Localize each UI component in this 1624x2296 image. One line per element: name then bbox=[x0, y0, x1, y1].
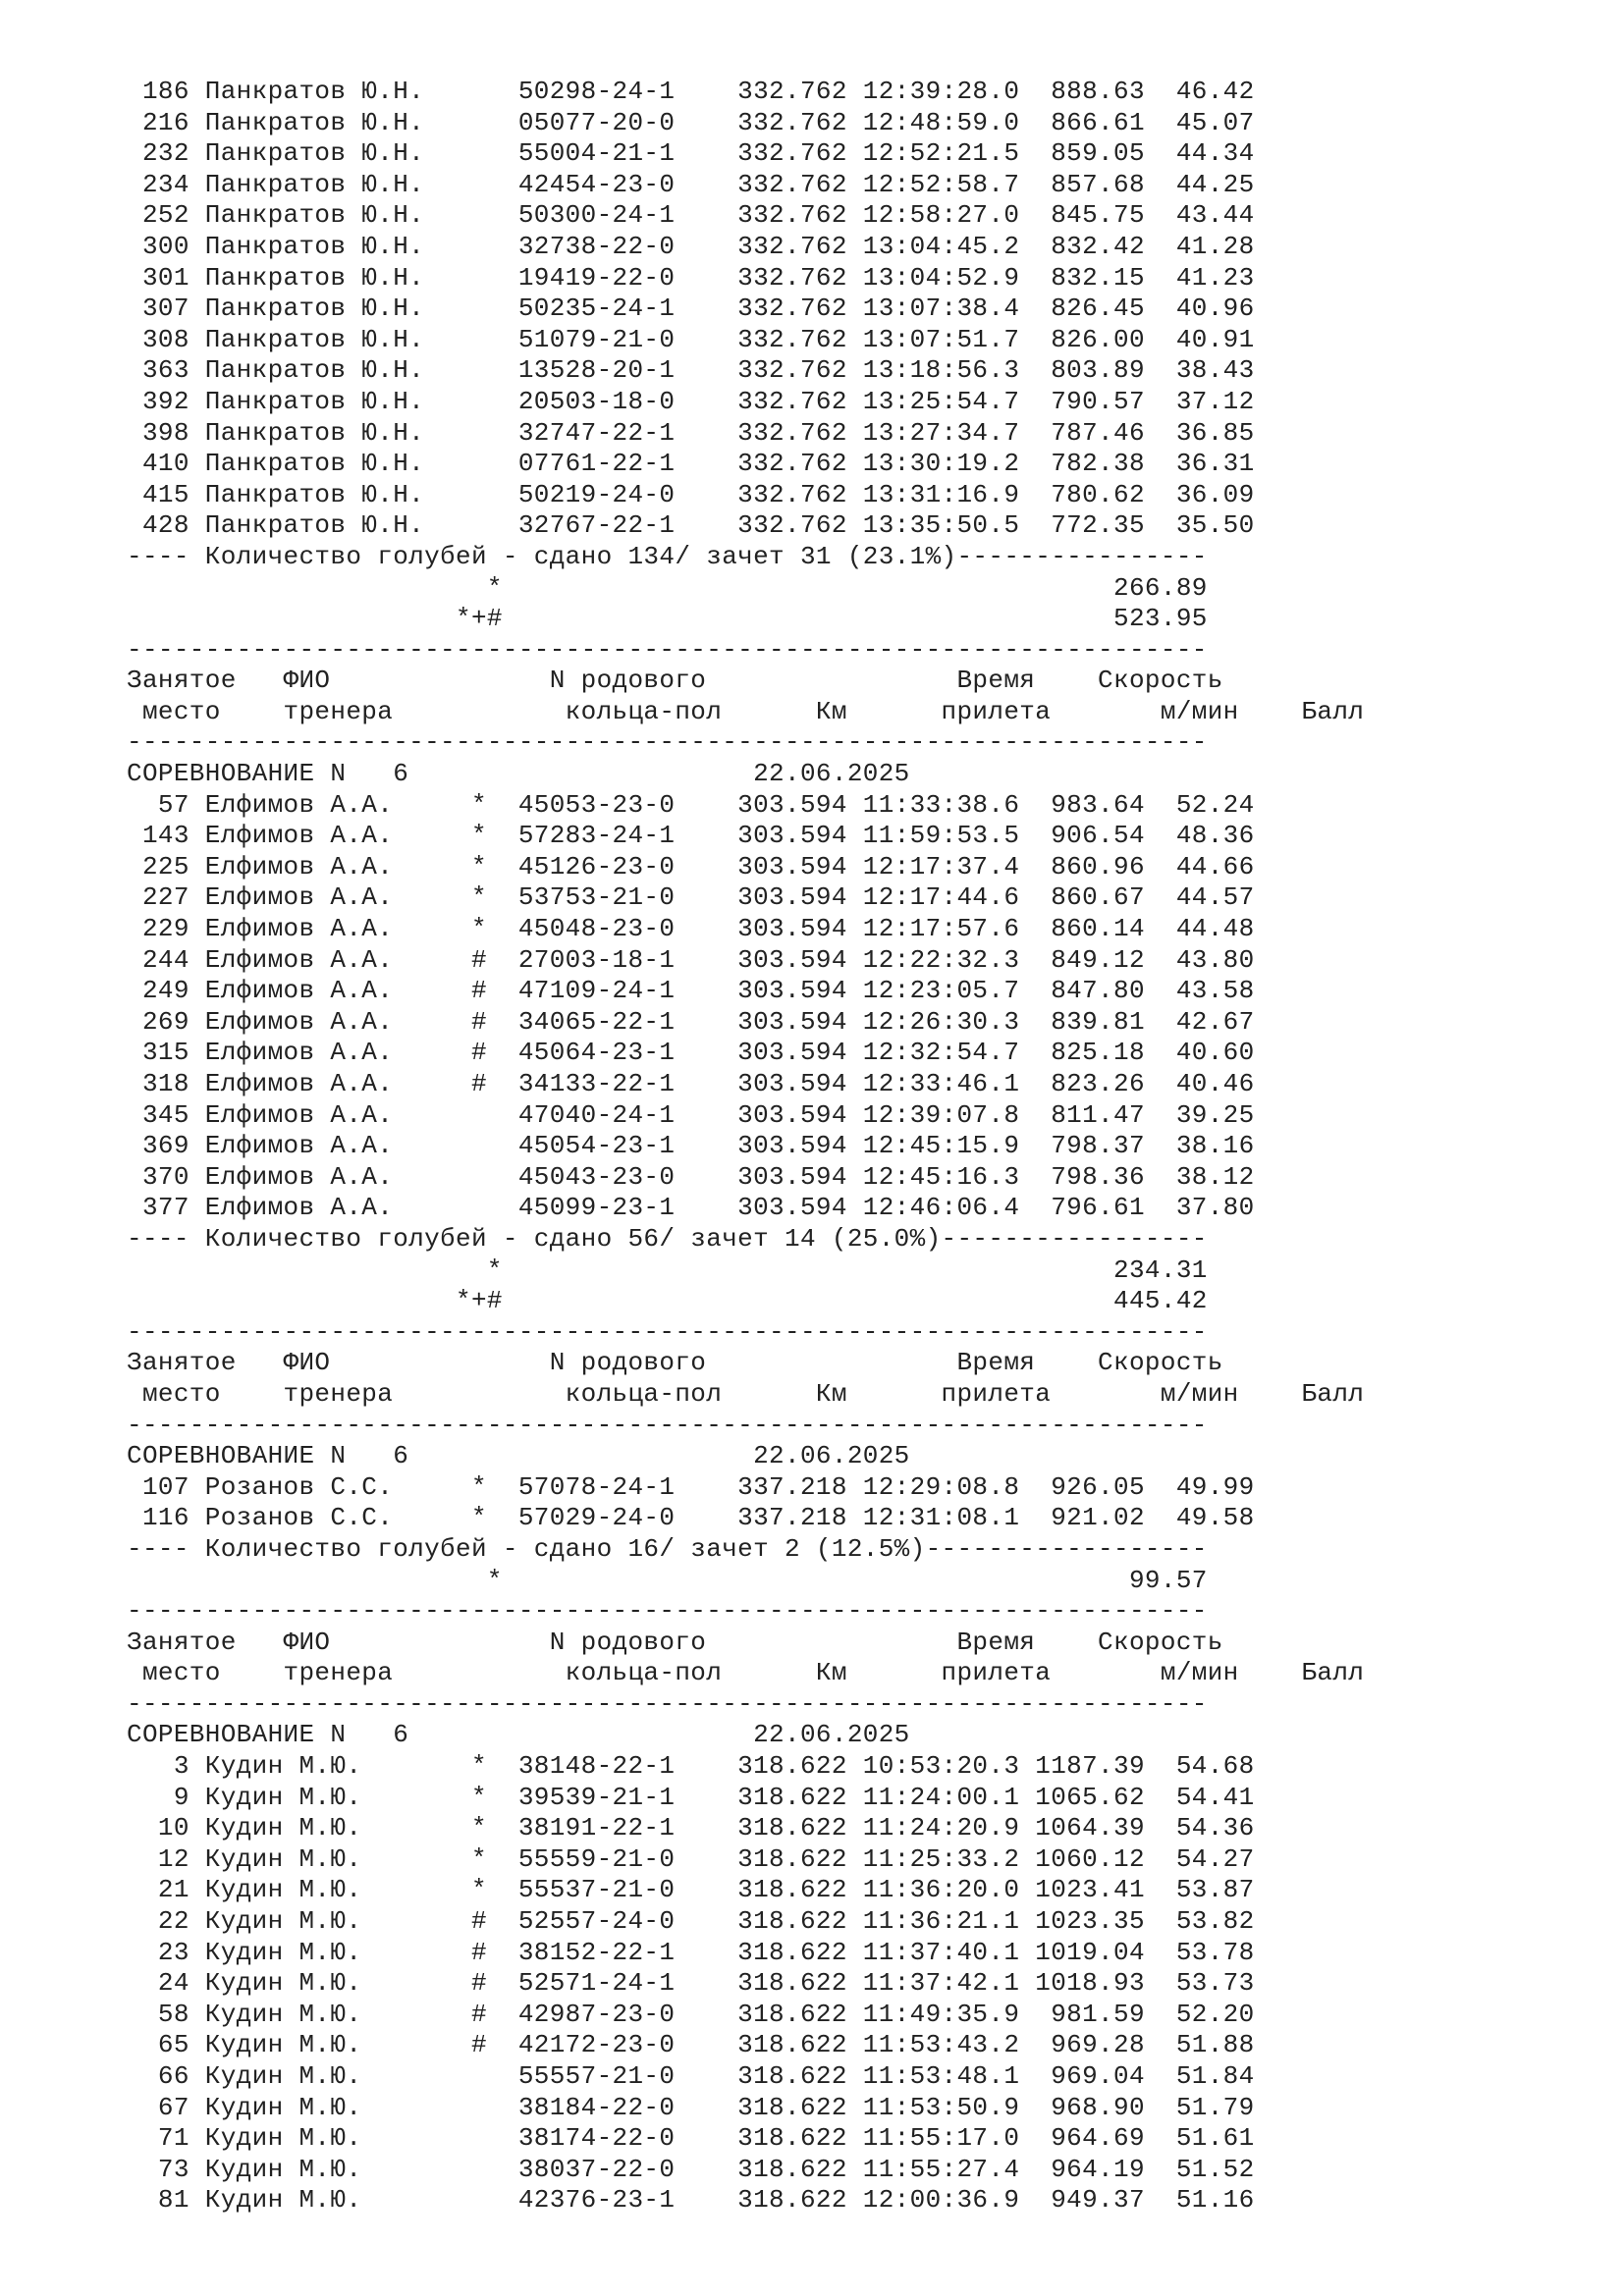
total-line: * 99.57 bbox=[127, 1565, 1208, 1595]
summary-line: ---- Количество голубей - сдано 134/ зачет 31 (23.1%)---------------- bbox=[127, 541, 1208, 571]
table-row: 428 Панкратов Ю.Н. 32767-22-1 332.762 13:35:50.5 772.35 35.50 bbox=[127, 510, 1255, 541]
summary-line: ---- Количество голубей - сдано 56/ зачет 14 (25.0%)----------------- bbox=[127, 1223, 1208, 1254]
table-row: 229 Елфимов А.А. * 45048-23-0 303.594 12:17:57.6 860.14 44.48 bbox=[127, 914, 1255, 944]
table-row: 392 Панкратов Ю.Н. 20503-18-0 332.762 13:25:54.7 790.57 37.12 bbox=[127, 386, 1255, 416]
table-row: 3 Кудин М.Ю. * 38148-22-1 318.622 10:53:20.3 1187.39 54.68 bbox=[127, 1751, 1255, 1782]
table-row: 415 Панкратов Ю.Н. 50219-24-0 332.762 13:31:16.9 780.62 36.09 bbox=[127, 479, 1255, 509]
separator-line: --------------------------------------------------------------------- bbox=[127, 1316, 1208, 1347]
separator-line: --------------------------------------------------------------------- bbox=[127, 634, 1208, 665]
table-row: 71 Кудин М.Ю. 38174-22-0 318.622 11:55:17.0 964.69 51.61 bbox=[127, 2123, 1255, 2154]
table-row: 58 Кудин М.Ю. # 42987-23-0 318.622 11:49:35.9 981.59 52.20 bbox=[127, 1999, 1255, 2029]
table-row: 21 Кудин М.Ю. * 55537-21-0 318.622 11:36:20.0 1023.41 53.87 bbox=[127, 1875, 1255, 1905]
table-row: 23 Кудин М.Ю. # 38152-22-1 318.622 11:37:40.1 1019.04 53.78 bbox=[127, 1937, 1255, 1967]
column-header-line-1: Занятое ФИО N родового Время Скорость bbox=[127, 1627, 1349, 1657]
total-line: *+# 523.95 bbox=[127, 604, 1208, 634]
table-row: 345 Елфимов А.А. 47040-24-1 303.594 12:39:07.8 811.47 39.25 bbox=[127, 1099, 1255, 1130]
table-row: 107 Розанов С.С. * 57078-24-1 337.218 12:29:08.8 926.05 49.99 bbox=[127, 1471, 1255, 1502]
table-row: 269 Елфимов А.А. # 34065-22-1 303.594 12:26:30.3 839.81 42.67 bbox=[127, 1006, 1255, 1037]
table-row: 10 Кудин М.Ю. * 38191-22-1 318.622 11:24:20.9 1064.39 54.36 bbox=[127, 1813, 1255, 1843]
table-row: 9 Кудин М.Ю. * 39539-21-1 318.622 11:24:00.1 1065.62 54.41 bbox=[127, 1782, 1255, 1812]
table-row: 67 Кудин М.Ю. 38184-22-0 318.622 11:53:50.9 968.90 51.79 bbox=[127, 2092, 1255, 2122]
results-document bbox=[127, 77, 1364, 2216]
competition-title: СОРЕВНОВАНИЕ N 6 22.06.2025 bbox=[127, 1720, 910, 1750]
table-row: 225 Елфимов А.А. * 45126-23-0 303.594 12:17:37.4 860.96 44.66 bbox=[127, 851, 1255, 881]
table-row: 252 Панкратов Ю.Н. 50300-24-1 332.762 12:58:27.0 845.75 43.44 bbox=[127, 200, 1255, 231]
table-row: 410 Панкратов Ю.Н. 07761-22-1 332.762 13:30:19.2 782.38 36.31 bbox=[127, 449, 1255, 479]
table-row: 318 Елфимов А.А. # 34133-22-1 303.594 12:33:46.1 823.26 40.46 bbox=[127, 1069, 1255, 1098]
competition-title: СОРЕВНОВАНИЕ N 6 22.06.2025 bbox=[127, 1441, 910, 1471]
column-header-line-1: Занятое ФИО N родового Время Скорость bbox=[127, 1348, 1349, 1378]
column-header-line-1: Занятое ФИО N родового Время Скорость bbox=[127, 666, 1349, 696]
table-row: 66 Кудин М.Ю. 55557-21-0 318.622 11:53:48.1 969.04 51.84 bbox=[127, 2061, 1255, 2091]
table-row: 232 Панкратов Ю.Н. 55004-21-1 332.762 12:52:21.5 859.05 44.34 bbox=[127, 138, 1255, 169]
table-row: 73 Кудин М.Ю. 38037-22-0 318.622 11:55:27.4 964.19 51.52 bbox=[127, 2154, 1255, 2184]
table-row: 363 Панкратов Ю.Н. 13528-20-1 332.762 13:18:56.3 803.89 38.43 bbox=[127, 355, 1255, 386]
table-row: 24 Кудин М.Ю. # 52571-24-1 318.622 11:37:42.1 1018.93 53.73 bbox=[127, 1968, 1255, 1999]
table-row: 308 Панкратов Ю.Н. 51079-21-0 332.762 13:07:51.7 826.00 40.91 bbox=[127, 324, 1255, 354]
separator-line: --------------------------------------------------------------------- bbox=[127, 727, 1208, 758]
separator-line: --------------------------------------------------------------------- bbox=[127, 1688, 1208, 1719]
column-header-line-2: место тренера кольца-пол Км прилета м/мин Балл bbox=[127, 696, 1365, 726]
summary-line: ---- Количество голубей - сдано 16/ зачет 2 (12.5%)------------------ bbox=[127, 1533, 1208, 1564]
total-line: * 266.89 bbox=[127, 572, 1208, 603]
table-row: 12 Кудин М.Ю. * 55559-21-0 318.622 11:25:33.2 1060.12 54.27 bbox=[127, 1843, 1255, 1874]
table-row: 377 Елфимов А.А. 45099-23-1 303.594 12:46:06.4 796.61 37.80 bbox=[127, 1193, 1255, 1223]
table-row: 244 Елфимов А.А. # 27003-18-1 303.594 12:22:32.3 849.12 43.80 bbox=[127, 944, 1255, 975]
table-row: 65 Кудин М.Ю. # 42172-23-0 318.622 11:53:43.2 969.28 51.88 bbox=[127, 2030, 1255, 2060]
table-row: 143 Елфимов А.А. * 57283-24-1 303.594 11:59:53.5 906.54 48.36 bbox=[127, 821, 1255, 851]
table-row: 81 Кудин М.Ю. 42376-23-1 318.622 12:00:36.9 949.37 51.16 bbox=[127, 2185, 1255, 2216]
column-header-line-2: место тренера кольца-пол Км прилета м/мин Балл bbox=[127, 1658, 1365, 1688]
table-row: 22 Кудин М.Ю. # 52557-24-0 318.622 11:36:21.1 1023.35 53.82 bbox=[127, 1906, 1255, 1937]
table-row: 216 Панкратов Ю.Н. 05077-20-0 332.762 12:48:59.0 866.61 45.07 bbox=[127, 107, 1255, 137]
table-row: 398 Панкратов Ю.Н. 32747-22-1 332.762 13:27:34.7 787.46 36.85 bbox=[127, 417, 1255, 448]
table-row: 370 Елфимов А.А. 45043-23-0 303.594 12:45:16.3 798.36 38.12 bbox=[127, 1161, 1255, 1192]
table-row: 301 Панкратов Ю.Н. 19419-22-0 332.762 13:04:52.9 832.15 41.23 bbox=[127, 262, 1255, 293]
column-header-line-2: место тренера кольца-пол Км прилета м/мин Балл bbox=[127, 1378, 1365, 1409]
table-row: 369 Елфимов А.А. 45054-23-1 303.594 12:45:15.9 798.37 38.16 bbox=[127, 1131, 1255, 1161]
table-row: 234 Панкратов Ю.Н. 42454-23-0 332.762 12:52:58.7 857.68 44.25 bbox=[127, 169, 1255, 199]
separator-line: --------------------------------------------------------------------- bbox=[127, 1410, 1208, 1440]
table-row: 227 Елфимов А.А. * 53753-21-0 303.594 12:17:44.6 860.67 44.57 bbox=[127, 882, 1255, 913]
table-row: 57 Елфимов А.А. * 45053-23-0 303.594 11:33:38.6 983.64 52.24 bbox=[127, 789, 1255, 820]
separator-line: --------------------------------------------------------------------- bbox=[127, 1596, 1208, 1627]
table-row: 315 Елфимов А.А. # 45064-23-1 303.594 12:32:54.7 825.18 40.60 bbox=[127, 1038, 1255, 1068]
total-line: * 234.31 bbox=[127, 1255, 1208, 1285]
table-row: 116 Розанов С.С. * 57029-24-0 337.218 12:31:08.1 921.02 49.58 bbox=[127, 1503, 1255, 1533]
total-line: *+# 445.42 bbox=[127, 1286, 1208, 1316]
table-row: 300 Панкратов Ю.Н. 32738-22-0 332.762 13:04:45.2 832.42 41.28 bbox=[127, 231, 1255, 261]
competition-title: СОРЕВНОВАНИЕ N 6 22.06.2025 bbox=[127, 759, 910, 789]
table-row: 249 Елфимов А.А. # 47109-24-1 303.594 12:23:05.7 847.80 43.58 bbox=[127, 976, 1255, 1006]
table-row: 186 Панкратов Ю.Н. 50298-24-1 332.762 12:39:28.0 888.63 46.42 bbox=[127, 77, 1255, 106]
table-row: 307 Панкратов Ю.Н. 50235-24-1 332.762 13:07:38.4 826.45 40.96 bbox=[127, 294, 1255, 324]
